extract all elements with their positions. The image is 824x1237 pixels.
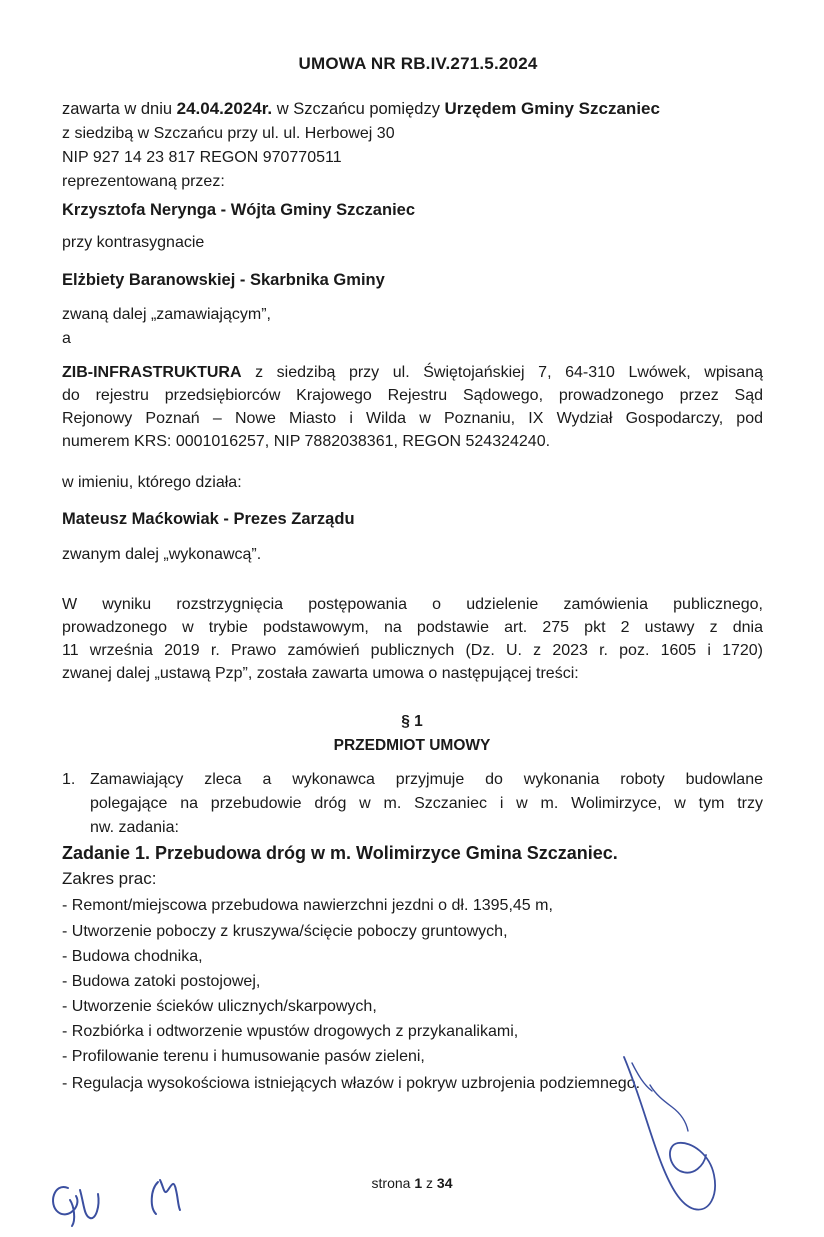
preamble-paragraph <box>62 593 763 685</box>
item-line-2: polegające na przebudowie dróg w m. Szczaniec i w m. Wolimirzyce, w tym trzy <box>90 795 763 812</box>
footer-middle: z <box>422 1175 437 1191</box>
contractor-line-3: Rejonowy Poznań – Nowe Miasto i Wilda w Poznaniu, IX Wydział Gospodarczy, pod <box>62 410 763 427</box>
contractor-name: ZIB-INFRASTRUKTURA <box>62 364 242 381</box>
mayor-name: Krzysztofa Nerynga - Wójta Gminy Szczaniec <box>62 201 416 219</box>
president-name: Mateusz Maćkowiak - Prezes Zarządu <box>62 510 355 528</box>
list-item <box>62 768 762 840</box>
list-text <box>90 768 763 840</box>
contractor-line-2: do rejestru przedsiębiorców Krajowego Rejestru Sądowego, prowadzonego przez Sąd <box>62 387 763 404</box>
contractor-called: zwanym dalej „wykonawcą”. <box>62 546 262 563</box>
contractor-paragraph <box>62 361 763 453</box>
and-text: a <box>62 330 71 347</box>
contractor-address: z siedzibą przy ul. Świętojańskiej 7, 64-310 Lwówek, wpisaną <box>241 364 763 381</box>
scope-label: Zakres prac: <box>62 869 157 888</box>
ordering-party-name: Urzędem Gminy Szczaniec <box>444 99 660 118</box>
list-number: 1. <box>62 771 76 788</box>
footer-prefix: strona <box>371 1175 415 1191</box>
preamble-line-1: W wyniku rozstrzygnięcia postępowania o udzielenie zamówienia publicznego, <box>62 596 763 613</box>
ordering-party-ids: NIP 927 14 23 817 REGON 970770511 <box>62 149 342 166</box>
item-line-3: nw. zadania: <box>90 819 179 836</box>
section-heading: PRZEDMIOT UMOWY <box>333 737 491 754</box>
preamble-line-2: prowadzonego w trybie podstawowym, na podstawie art. 275 pkt 2 ustawy z dnia <box>62 619 763 636</box>
intro-place: w Szczańcu pomiędzy <box>272 100 445 118</box>
preamble-line-3: 11 września 2019 r. Prawo zamówień publicznych (Dz. U. z 2023 r. poz. 1605 i 1720) <box>62 642 763 659</box>
initials-signature <box>40 1160 200 1230</box>
contractor-line-1 <box>62 361 763 384</box>
scope-item: - Utworzenie ścieków ulicznych/skarpowych, <box>62 998 377 1015</box>
document-title: UMOWA NR RB.IV.271.5.2024 <box>298 54 538 73</box>
scope-item: - Profilowanie terenu i humusowanie pasów zieleni, <box>62 1048 425 1065</box>
treasurer-name: Elżbiety Baranowskiej - Skarbnika Gminy <box>62 271 385 289</box>
preamble-line-4: zwanej dalej „ustawą Pzp”, została zawarta umowa o następującej treści: <box>62 665 579 682</box>
intro-line-1 <box>62 99 660 119</box>
handwritten-signature <box>610 1055 730 1225</box>
task-heading: Zadanie 1. Przebudowa dróg w m. Wolimirzyce Gmina Szczaniec. <box>62 843 618 863</box>
contractor-line-4: numerem KRS: 0001016257, NIP 7882038361, REGON 524324240. <box>62 433 551 450</box>
total-pages: 34 <box>436 1175 453 1191</box>
scope-item: - Utworzenie poboczy z kruszywa/ścięcie poboczy gruntowych, <box>62 923 508 940</box>
on-behalf-label: w imieniu, którego działa: <box>62 474 242 491</box>
scope-item: - Budowa chodnika, <box>62 948 203 965</box>
represented-by-label: reprezentowaną przez: <box>62 173 225 190</box>
scope-item: - Rozbiórka i odtworzenie wpustów drogowych z przykanalikami, <box>62 1023 519 1040</box>
ordering-party-called: zwaną dalej „zamawiającym”, <box>62 306 271 323</box>
scope-item: - Budowa zatoki postojowej, <box>62 973 261 990</box>
countersign-label: przy kontrasygnacie <box>62 234 205 251</box>
item-line-1: Zamawiający zleca a wykonawca przyjmuje do wykonania roboty budowlane <box>90 771 763 788</box>
contract-date: 24.04.2024r. <box>176 99 273 118</box>
scope-item: - Remont/miejscowa przebudowa nawierzchni jezdni o dł. 1395,45 m, <box>62 897 553 914</box>
section-number: § 1 <box>401 713 423 730</box>
intro-text: zawarta w dniu <box>62 100 177 118</box>
current-page: 1 <box>414 1175 423 1191</box>
ordering-party-address: z siedzibą w Szczańcu przy ul. ul. Herbowej 30 <box>62 125 395 142</box>
scope-item: - Regulacja wysokościowa istniejących włazów i pokryw uzbrojenia podziemnego. <box>62 1075 641 1092</box>
